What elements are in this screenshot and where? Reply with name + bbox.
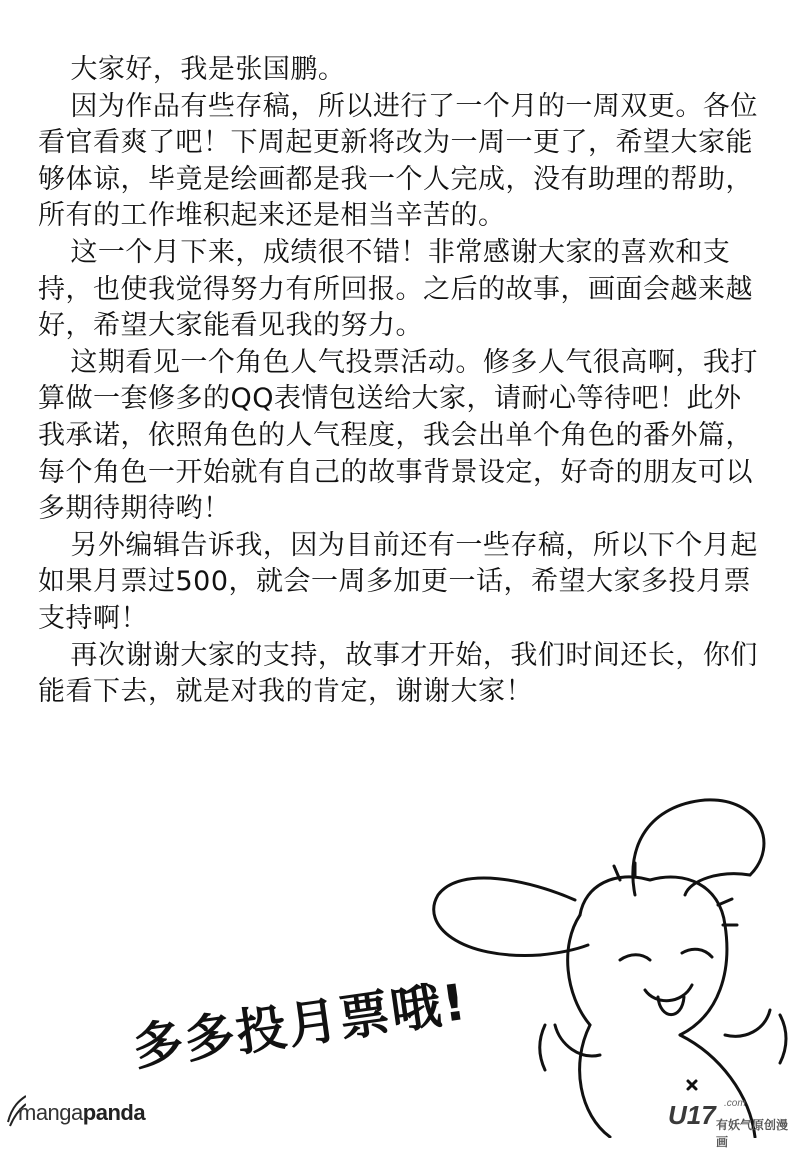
letter-paragraph-4: 这期看见一个角色人气投票活动。修多人气很高啊，我打算做一套修多的QQ表情包送给大家，请耐心等待吧！此外我承诺，依照角色的人气程度，我会出单个角色的番外篇，每个角色一开始就有自己的故事背景设定，好奇的朋友可以多期待期待哟！ — [38, 346, 758, 525]
mangapanda-watermark — [6, 1092, 181, 1132]
letter-paragraph-6: 再次谢谢大家的支持，故事才开始，我们时间还长，你们能看下去，就是对我的肯定，谢谢大家！ — [38, 639, 758, 708]
u17-watermark — [668, 1098, 796, 1149]
letter-paragraph-3: 这一个月下来，成绩很不错！非常感谢大家的喜欢和支持，也使我觉得努力有所回报。之后的故事，画面会越来越好，希望大家能看见我的努力。 — [38, 236, 753, 342]
letter-paragraph-5: 另外编辑告诉我，因为目前还有一些存稿，所以下个月起如果月票过500，就会一周多加更一话，希望大家多投月票支持啊！ — [38, 529, 758, 634]
bunny-illustration — [420, 785, 800, 1138]
mangapanda-part2: panda — [82, 1100, 146, 1125]
u17-domain: .com — [724, 1098, 746, 1109]
vote-slogan: 多多投月票哦! — [129, 972, 472, 1078]
u17-logo: U17 — [668, 1100, 716, 1130]
letter-paragraph-2: 因为作品有些存稿，所以进行了一个月的一周双更。各位看官看爽了吧！下周起更新将改为一周一更了，希望大家能够体谅，毕竟是绘画都是我一个人完成，没有助理的帮助，所有的工作堆积起来还是相当辛苦的。 — [38, 90, 758, 232]
letter-body — [38, 52, 768, 711]
u17-slogan: 有妖气原创漫画 — [716, 1118, 789, 1149]
letter-paragraph-1: 大家好，我是张国鹏。 — [70, 54, 346, 85]
mangapanda-part1: manga — [18, 1100, 83, 1125]
